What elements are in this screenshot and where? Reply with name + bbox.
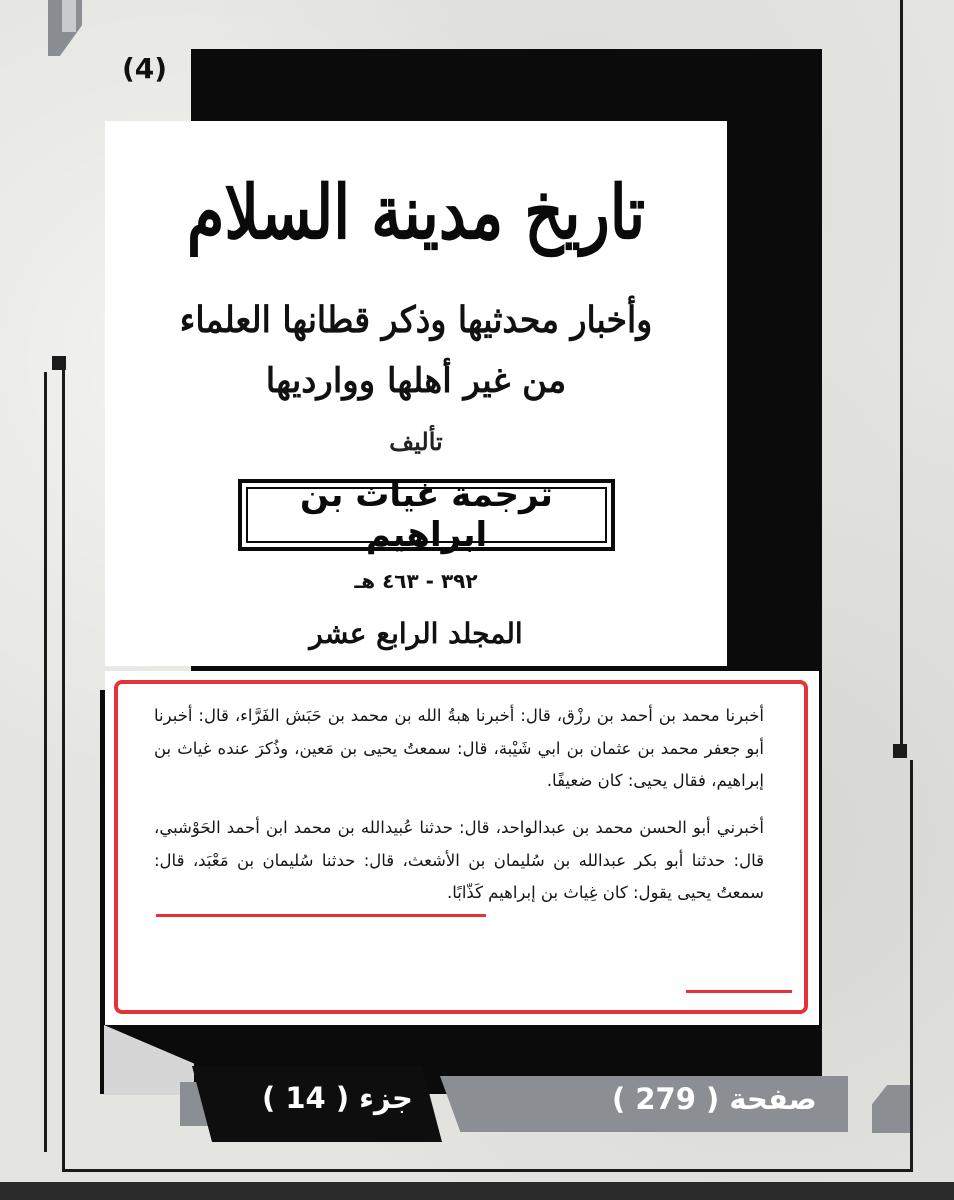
- author-dates: ٣٩٢ - ٤٦٣ هـ: [354, 569, 478, 593]
- book-subtitle-line2: من غير أهلها ووارديها: [265, 361, 567, 401]
- bottom-bar: [0, 1182, 954, 1200]
- volume-reference-label: جزء ( 14 ): [262, 1081, 413, 1115]
- frame-line-left-inner: [44, 372, 47, 1152]
- frame-line-right-lower: [910, 760, 913, 1172]
- frame-square-left: [52, 356, 66, 370]
- excerpt-paragraph-1: أخبرنا محمد بن أحمد بن رزْق، قال: أخبرنا هبةُ الله بن محمد بن حَبَش الفَرَّاء، قال: أخبرنا أبو جعفر محمد بن عثمان بن ابي شَيْبة، قال: سمعتُ يحيى بن مَعين، وذُكرَ عنده غياث بن إبراهيم، فقال يحيى: كان ضعيفًا.: [154, 706, 764, 790]
- book-subtitle-line1: وأخبار محدثيها وذكر قطانها العلماء: [179, 299, 653, 341]
- page-number-badge: (4): [122, 52, 168, 85]
- book-title-page: [105, 121, 727, 666]
- person-name-box: [238, 475, 615, 555]
- page-reference-label: صفحة ( 279 ): [612, 1082, 817, 1116]
- excerpt-paragraph-2: أخبرني أبو الحسن محمد بن عبدالواحد، قال: حدثنا عُبيدالله بن محمد ابن أحمد الحَوْشبي، قال: حدثنا أبو بكر عبدالله بن سُليمان بن الأشعث، قال: حدثنا سُليمان بن مَعْبَد، قال: سمعتُ يحيى يقول: كان غِياث بن إبراهيم كَذّابًا.: [154, 818, 764, 902]
- highlight-frame: [114, 680, 808, 1014]
- frame-square-right-upper: [893, 744, 907, 758]
- corner-decoration-top-left-inner: [62, 0, 76, 32]
- author-label: تأليف: [389, 427, 443, 456]
- person-name: ترجمة غياث بن ابراهيم: [300, 475, 553, 555]
- highlight-underline-1: [156, 914, 486, 917]
- volume-label: المجلد الرابع عشر: [309, 617, 523, 650]
- frame-line-right-upper: [900, 0, 903, 748]
- highlight-underline-2: [686, 990, 792, 993]
- book-title: تاريخ مدينة السلام: [186, 170, 646, 256]
- frame-line-bottom: [62, 1169, 913, 1172]
- frame-line-left-lower: [62, 366, 65, 1172]
